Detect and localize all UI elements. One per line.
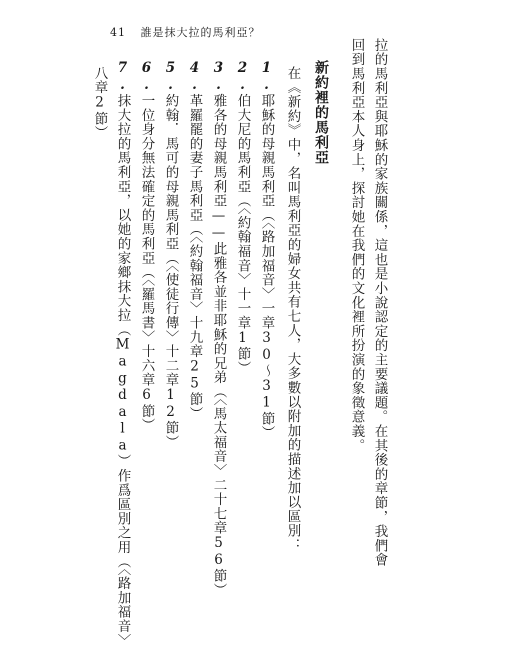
section-heading: 新約裡的馬利亞 — [313, 60, 329, 165]
list-number: 5. — [162, 60, 179, 94]
list-item-7-continuation: 八章2節） — [91, 66, 108, 140]
list-item-7 — [115, 60, 129, 648]
list-text: 耶穌的母親馬利亞（〈路加福音〉一章30～31節） — [258, 93, 275, 441]
running-header — [110, 24, 261, 40]
list-item-6 — [139, 60, 153, 433]
list-text: 一位身分無法確定的馬利亞（〈羅馬書〉十六章6節） — [138, 93, 155, 433]
list-item-4 — [187, 60, 201, 421]
list-text: 革羅罷的妻子馬利亞（〈約翰福音〉十九章25節） — [186, 93, 203, 421]
list-item-1 — [259, 60, 273, 440]
list-item-3 — [211, 60, 225, 597]
list-number: 6. — [138, 60, 155, 94]
intro-line: 在《新約》中，名叫馬利亞的婦女共有七人，大多數以附加的描述加以區別： — [284, 66, 301, 553]
list-text: 抹大拉的馬利亞，以她的家鄉抹大拉（Magdala）作爲區別之用（〈路加福音〉 — [114, 93, 131, 648]
list-text: 伯大尼的馬利亞（〈約翰福音〉十一章1節） — [234, 93, 251, 376]
list-number: 3. — [210, 60, 227, 94]
page-number: 41 — [110, 26, 126, 39]
list-item-5 — [163, 60, 177, 449]
list-text: 約翰．馬可的母親馬利亞（〈使徒行傳〉十二章12節） — [162, 93, 179, 450]
paragraph-line-1: 拉的馬利亞與耶穌的家族關係，這也是小說認定的主要議題。在其後的章節，我們會 — [371, 38, 388, 568]
running-title: 誰是抹大拉的馬利亞？ — [140, 26, 261, 39]
list-text: 雅各的母親馬利亞——此雅各並非耶穌的兄弟（〈馬太福音〉二十七章56節） — [210, 93, 227, 598]
list-number: 1. — [258, 60, 275, 94]
list-number: 7. — [114, 60, 131, 94]
list-number: 4. — [186, 60, 203, 94]
paragraph-line-2: 回到馬利亞本人身上，探討她在我們的文化裡所扮演的象徵意義。 — [348, 38, 365, 453]
list-number: 2. — [234, 60, 251, 94]
list-item-2 — [235, 60, 249, 375]
